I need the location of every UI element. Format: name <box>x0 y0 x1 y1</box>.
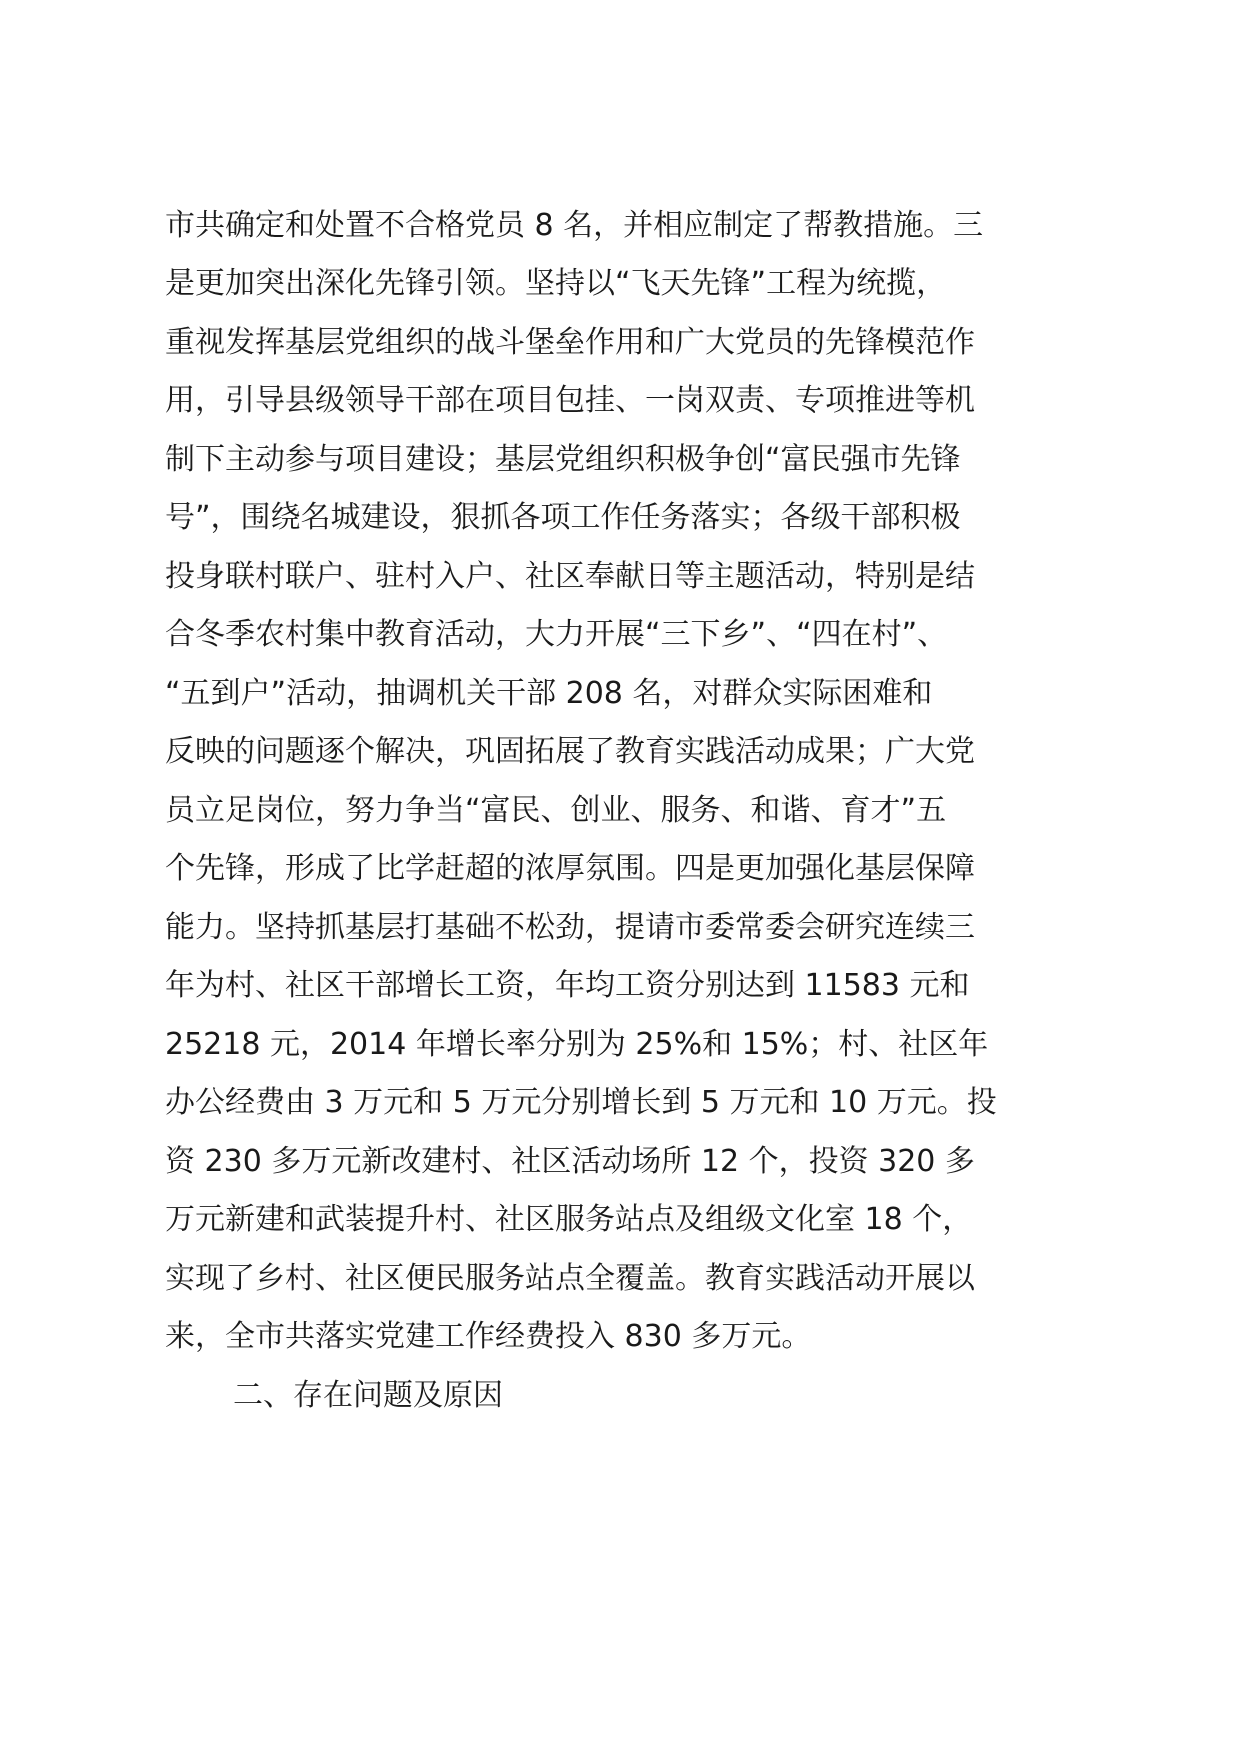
body-text-line: 年为村、社区干部增长工资，年均工资分别达到 11583 元和 <box>165 968 970 1003</box>
body-text-line: 实现了乡村、社区便民服务站点全覆盖。教育实践活动开展以 <box>165 1261 975 1296</box>
body-text-line: 投身联村联户、驻村入户、社区奉献日等主题活动，特别是结 <box>165 559 975 594</box>
body-text-line: 是更加突出深化先锋引领。坚持以“飞天先锋”工程为统揽， <box>165 266 947 301</box>
section-heading: 二、存在问题及原因 <box>233 1378 503 1413</box>
body-text-line: 重视发挥基层党组织的战斗堡垒作用和广大党员的先锋模范作 <box>165 325 975 360</box>
body-text-line: 办公经费由 3 万元和 5 万元分别增长到 5 万元和 10 万元。投 <box>165 1085 997 1120</box>
body-text-line: 能力。坚持抓基层打基础不松劲，提请市委常委会研究连续三 <box>165 910 975 945</box>
body-text-line: 用，引导县级领导干部在项目包挂、一岗双责、专项推进等机 <box>165 383 975 418</box>
body-text-line: “五到户”活动，抽调机关干部 208 名，对群众实际困难和 <box>165 676 933 711</box>
body-text-line: 市共确定和处置不合格党员 8 名，并相应制定了帮教措施。三 <box>165 208 984 243</box>
body-text-line: 反映的问题逐个解决，巩固拓展了教育实践活动成果；广大党 <box>165 734 975 769</box>
body-text-line: 来，全市共落实党建工作经费投入 830 多万元。 <box>165 1319 812 1354</box>
body-text-line: 号”，围绕名城建设，狠抓各项工作任务落实；各级干部积极 <box>165 500 961 535</box>
body-text-line: 制下主动参与项目建设；基层党组织积极争创“富民强市先锋 <box>165 442 961 477</box>
body-text-line: 万元新建和武装提升村、社区服务站点及组级文化室 18 个， <box>165 1202 973 1237</box>
body-text-line: 员立足岗位，努力争当“富民、创业、服务、和谐、育才”五 <box>165 793 947 828</box>
body-text-line: 合冬季农村集中教育活动，大力开展“三下乡”、“四在村”、 <box>165 617 948 652</box>
body-text-line: 资 230 多万元新改建村、社区活动场所 12 个，投资 320 多 <box>165 1144 975 1179</box>
body-text-line: 25218 元，2014 年增长率分别为 25%和 15%；村、社区年 <box>165 1027 989 1062</box>
body-text-line: 个先锋，形成了比学赶超的浓厚氛围。四是更加强化基层保障 <box>165 851 975 886</box>
